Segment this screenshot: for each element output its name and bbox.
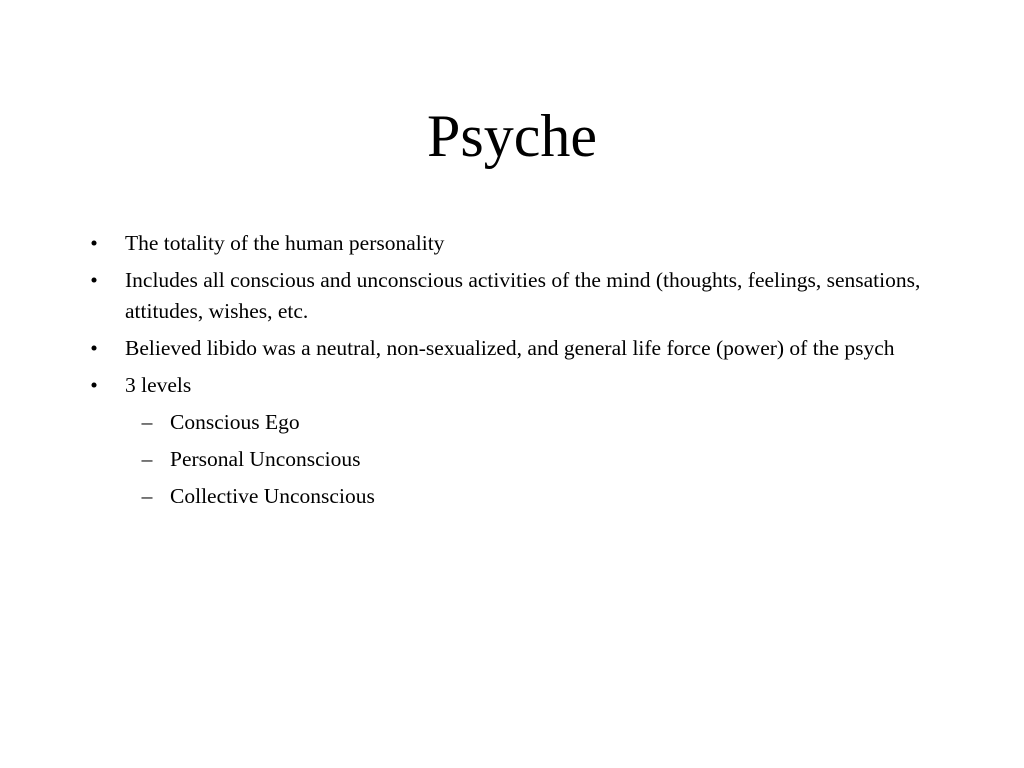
sub-item-conscious-ego [125, 407, 944, 438]
sub-item-text: Personal Unconscious [170, 447, 361, 471]
sub-item-text: Collective Unconscious [170, 484, 375, 508]
bullet-text: 3 levels [125, 373, 192, 397]
sub-item-text: Conscious Ego [170, 410, 300, 434]
bullet-marker: • [90, 268, 98, 292]
bullet-text: Believed libido was a neutral, non-sexualized, and general life force (power) of the psych [125, 336, 895, 360]
bullet-text: The totality of the human personality [125, 231, 445, 255]
bullet-list [84, 228, 944, 518]
bullet-marker: • [90, 373, 98, 397]
bullet-marker: • [90, 231, 98, 255]
sub-bullet-list [125, 407, 944, 512]
bullet-marker: • [90, 336, 98, 360]
bullet-item-levels [84, 370, 944, 512]
bullet-item-libido [84, 333, 944, 364]
sub-bullet-marker: – [141, 447, 153, 471]
sub-bullet-marker: – [141, 484, 153, 508]
bullet-text: Includes all conscious and unconscious activities of the mind (thoughts, feelings, sensations, attitudes, wishes, etc. [125, 268, 921, 323]
bullet-item-totality [84, 228, 944, 259]
sub-bullet-marker: – [141, 410, 153, 434]
bullet-item-activities [84, 265, 944, 327]
slide-title: Psyche [427, 103, 597, 169]
sub-item-collective-unconscious [125, 481, 944, 512]
sub-item-personal-unconscious [125, 444, 944, 475]
